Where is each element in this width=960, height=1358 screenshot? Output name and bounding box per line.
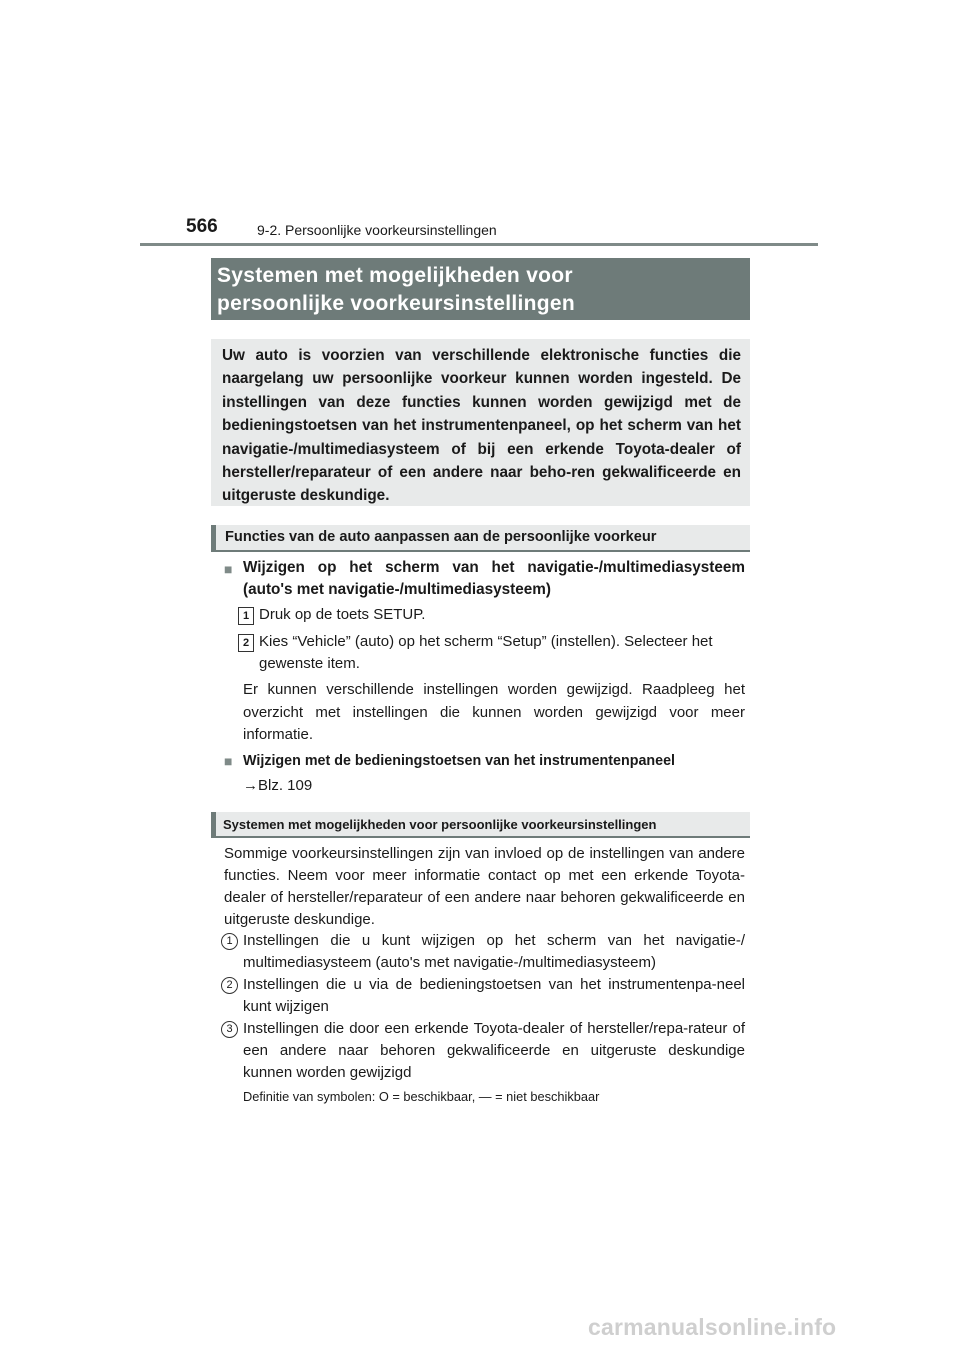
page-number: 566 bbox=[186, 216, 218, 237]
section-heading-systemen: Systemen met mogelijkheden voor persoonlijke voorkeursinstellingen bbox=[211, 812, 750, 838]
watermark: carmanualsonline.info bbox=[588, 1314, 837, 1340]
list-item: Instellingen die u via de bedieningstoetsen van het instrumentenpa-neel kunt wijzigen bbox=[243, 976, 745, 1015]
page-header bbox=[186, 216, 818, 246]
note-paragraph: Er kunnen verschillende instellingen worden gewijzigd. Raadpleeg het overzicht met instellingen die kunnen worden gewijzigd voor meer informatie. bbox=[243, 681, 745, 743]
circled-number-1: 1 bbox=[221, 933, 238, 950]
step-badge-2: 2 bbox=[238, 634, 254, 652]
title-line-2: persoonlijke voorkeursinstellingen bbox=[217, 292, 575, 315]
list-item: Instellingen die door een erkende Toyota-dealer of hersteller/repa-rateur of een andere naar behoren gekwalificeerde en uitgeruste deskundige kunnen worden gewijzigd bbox=[243, 1020, 745, 1081]
symbol-definition: Definitie van symbolen: O = beschikbaar, — = niet beschikbaar bbox=[243, 1089, 600, 1104]
page-reference-link[interactable]: Blz. 109 bbox=[258, 777, 313, 794]
header-divider bbox=[140, 243, 818, 246]
intro-text: Uw auto is voorzien van verschillende elektronische functies die naargelang uw persoonlijke voorkeur kunnen worden ingesteld. De instellingen van deze functies kunnen worden gewijzigd met de bedieningstoetsen van het instrumentenpaneel, op het scherm van het navigatie-/multimediasysteem of bij een erkende Toyota-dealer of hersteller/reparateur of een andere naar beho-ren gekwalificeerde en uitgeruste deskundige. bbox=[211, 339, 750, 506]
step-text-1: Druk op de toets SETUP. bbox=[259, 606, 426, 623]
chapter-title: 9-2. Persoonlijke voorkeursinstellingen bbox=[257, 222, 497, 238]
list-item: Instellingen die u kunt wijzigen op het scherm van het navigatie-/ multimediasysteem (auto's met navigatie-/multimediasysteem) bbox=[243, 932, 745, 971]
step-badge-1: 1 bbox=[238, 607, 254, 625]
bullet-square-icon: ■ bbox=[224, 753, 233, 769]
page-title bbox=[211, 258, 750, 320]
bullet-heading-navigation: Wijzigen op het scherm van het navigatie-/multimediasysteem (auto's met navigatie-/multimediasysteem) bbox=[243, 559, 745, 598]
page-reference bbox=[243, 777, 312, 794]
bullet-square-icon: ■ bbox=[224, 561, 233, 577]
title-line-1: Systemen met mogelijkheden voor bbox=[217, 264, 573, 287]
circled-number-3: 3 bbox=[221, 1021, 238, 1038]
main-paragraph: Sommige voorkeursinstellingen zijn van invloed op de instellingen van andere functies. Neem voor meer informatie contact op met een erkende Toyota-dealer of hersteller/reparateur of een andere naar behoren gekwalificeerde en uitgeruste deskundige. bbox=[224, 845, 745, 928]
circled-number-2: 2 bbox=[221, 977, 238, 994]
step-text-2: Kies “Vehicle” (auto) op het scherm “Setup” (instellen). Selecteer het gewenste item. bbox=[259, 633, 713, 672]
arrow-right-icon: → bbox=[243, 777, 258, 794]
section-heading-functies: Functies van de auto aanpassen aan de persoonlijke voorkeur bbox=[211, 525, 750, 552]
bullet-heading-instrument-panel: Wijzigen met de bedieningstoetsen van het instrumentenpaneel bbox=[243, 753, 676, 769]
